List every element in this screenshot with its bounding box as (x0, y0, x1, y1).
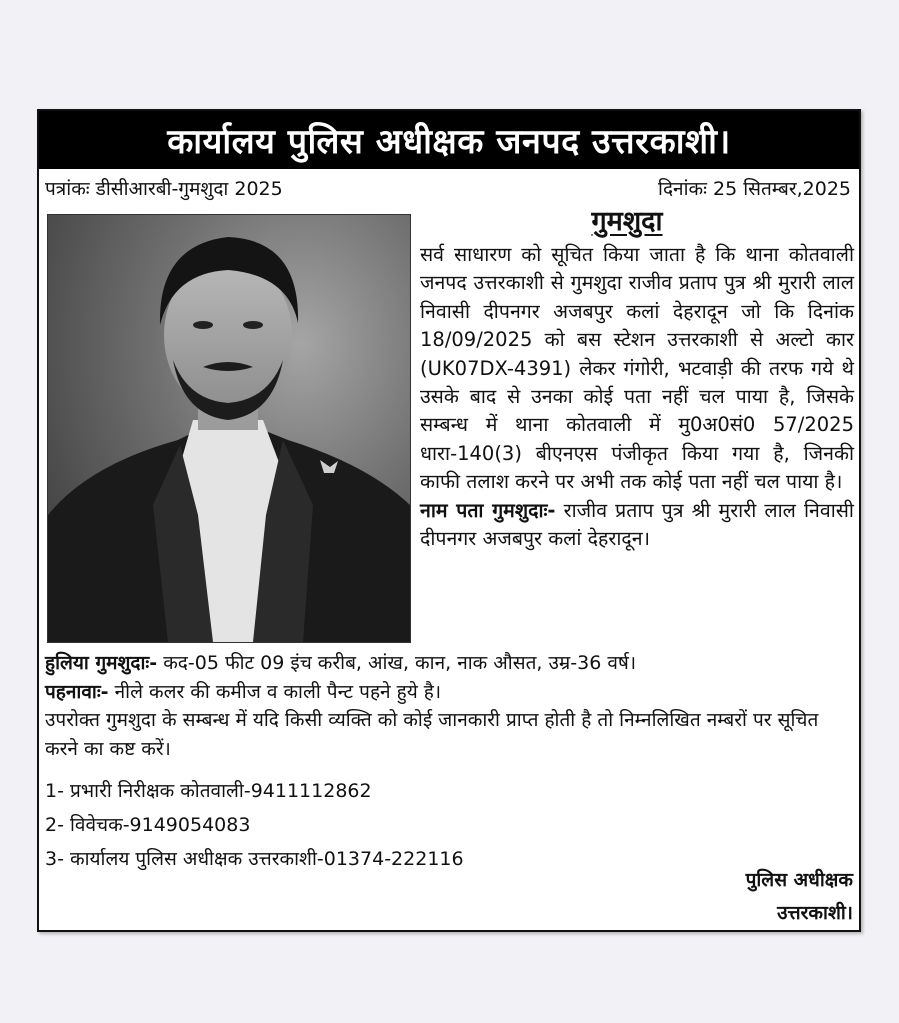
missing-person-photo (47, 214, 411, 643)
description-label: हुलिया गुमशुदाः- (45, 652, 158, 674)
contact-item: 2- विवेचक-9149054083 (45, 814, 251, 836)
right-eye (243, 321, 263, 329)
name-address-label: नाम पता गुमशुदाः- (420, 498, 556, 522)
signature-location: उत्तरकाशी। (777, 902, 853, 924)
reference-row (45, 173, 851, 203)
notice-date: दिनांकः 25 सितम्बर,2025 (658, 178, 851, 200)
person-portrait-illustration (48, 215, 410, 642)
name-address-value: राजीव प्रताप पुत्र श्री मुरारी लाल निवासी दीपनगर अजबपुर कलां देहरादून। (420, 498, 854, 551)
notice-text-column (420, 203, 854, 553)
clothing-value: नीले कलर की कमीज व काली पैन्ट पहने हुये है। (108, 680, 442, 703)
description-value: कद-05 फीट 09 इंच करीब, आंख, कान, नाक औसत, उम्र-36 वर्ष। (157, 652, 637, 674)
left-eye (193, 321, 213, 329)
contact-item: 1- प्रभारी निरीक्षक कोतवाली-9411112862 (45, 780, 372, 802)
details-section (45, 649, 851, 763)
missing-heading: गुमशुदा (591, 206, 663, 237)
notice-body: सर्व साधारण को सूचित किया जाता है कि थाना कोतवाली जनपद उत्तरकाशी से गुमशुदा राजीव प्रताप पुत्र श्री मुरारी लाल निवासी दीपनगर अजबपुर कलां देहरादून जो कि दिनांक 18/09/2025 को बस स्टेशन उत्तरकाशी से अल्टो कार (UK07DX-4391) लेकर गंगोरी, भटवाड़ी की तरफ गये थे उसके बाद से उनका कोई पता नहीं चल पाया है, जिसके सम्बन्ध में थाना कोतवाली में मु0अ0सं0 57/2025 धारा-140(3) बीएनएस पंजीकृत किया गया है, जिनकी काफी तलाश करने पर अभी तक कोई पता नहीं चल पाया है। (420, 243, 854, 494)
contact-list (45, 774, 464, 876)
signature-title: पुलिस अधीक्षक (745, 869, 853, 891)
information-request: उपरोक्त गुमशुदा के सम्बन्ध में यदि किसी व्यक्ति को कोई जानकारी प्राप्त होती है तो निम्नलिखित नम्बरों पर सूचित करने का कष्ट करें। (45, 709, 819, 760)
office-header (39, 111, 859, 169)
office-title: कार्यालय पुलिस अधीक्षक जनपद उत्तरकाशी। (167, 122, 731, 162)
description-line (45, 649, 851, 678)
missing-person-notice (37, 109, 861, 932)
clothing-label: पहनावाः- (45, 680, 109, 703)
name-address (420, 497, 854, 554)
contact-item: 3- कार्यालय पुलिस अधीक्षक उत्तरकाशी-01374-222116 (45, 848, 464, 870)
letter-number: पत्रांकः डीसीआरबी-गुमशुदा 2025 (45, 178, 283, 200)
signature-block (746, 864, 853, 930)
clothing-line (45, 678, 851, 707)
